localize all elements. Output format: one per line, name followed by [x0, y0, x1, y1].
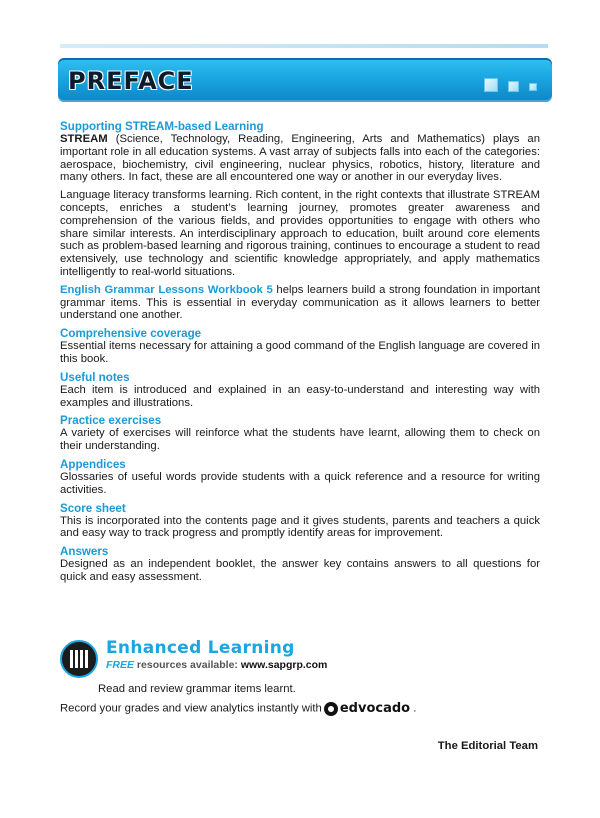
paragraph: [60, 284, 540, 322]
top-rule: [60, 44, 548, 48]
promo-subtitle: FREE resources available: www.sapgrp.com: [106, 659, 328, 671]
paragraph: A variety of exercises will reinforce what the students have learnt, allowing them to check on their understanding.: [60, 427, 540, 453]
qr-code-icon: [60, 640, 98, 678]
section-heading: Answers: [60, 545, 109, 559]
section-heading: Supporting STREAM-based Learning: [60, 120, 264, 133]
cube-decoration-icon: [508, 81, 519, 92]
cube-decoration-icon: [529, 83, 537, 91]
preface-body: [60, 120, 540, 589]
section-heading: Useful notes: [60, 370, 130, 384]
paragraph: This is incorporated into the contents page and it gives students, parents and teachers a quick and easy way to track progress and promptly identify areas for improvement.: [60, 514, 540, 540]
paragraph: Language literacy transforms learning. Rich content, in the right contexts that illustrate STREAM concepts, enriches a student’s learning journey, promotes greater awareness and comprehension of the various fields, and provides opportunities to engage with others who share similar interests. An interdisciplinary approach to education, built around core elements such as problem-based learning and rigorous training, continues to encourage a student to read extensively, use technology and scientific knowledge appropriately, and apply mathematics intelligently to real-world situations.: [60, 189, 540, 278]
section-heading: Comprehensive coverage: [60, 327, 202, 341]
preface-banner: [58, 58, 552, 102]
bold-term: STREAM: [60, 133, 108, 145]
paragraph-text: helps learners build a strong foundation in important grammar items. This is essential in everyday communication as it allows learners to better understand one another.: [60, 283, 540, 322]
promo-title: Enhanced Learning: [106, 638, 295, 658]
page-title: PREFACE: [68, 67, 194, 95]
paragraph: [60, 133, 540, 184]
section-heading: Practice exercises: [60, 414, 162, 428]
edvocado-logo-icon: [324, 702, 338, 716]
cube-decoration-icon: [484, 78, 498, 92]
promo-line: Read and review grammar items learnt.: [98, 683, 296, 695]
signoff: The Editorial Team: [437, 740, 538, 752]
book-title: English Grammar Lessons Workbook 5: [60, 283, 273, 296]
promo-line: Record your grades and view analytics instantly with edvocado .: [60, 701, 417, 716]
enhanced-learning-promo: [60, 638, 540, 718]
paragraph: Designed as an independent booklet, the answer key contains answers to all questions for quick and easy assessment.: [60, 558, 540, 583]
section-heading: Score sheet: [60, 501, 126, 515]
section-heading: Appendices: [60, 457, 126, 471]
paragraph-text: (Science, Technology, Reading, Engineering, Arts and Mathematics) plays an important role in all education systems. A vast array of subjects falls into each of the categories: aerospace, biochemistry, civil engineering, nuclear physics, robotics, history, literature and many others. In fact, these are all encountered one way or another in our everyday lives.: [60, 133, 540, 184]
website-link[interactable]: www.sapgrp.com: [240, 659, 328, 671]
paragraph: Glossaries of useful words provide students with a quick reference and a resource for writing activities.: [60, 470, 540, 496]
paragraph: Each item is introduced and explained in an easy-to-understand and interesting way with examples and illustrations.: [60, 383, 540, 409]
paragraph: Essential items necessary for attaining a good command of the English language are covered in this book.: [60, 340, 540, 365]
edvocado-logo: edvocado: [324, 701, 410, 716]
